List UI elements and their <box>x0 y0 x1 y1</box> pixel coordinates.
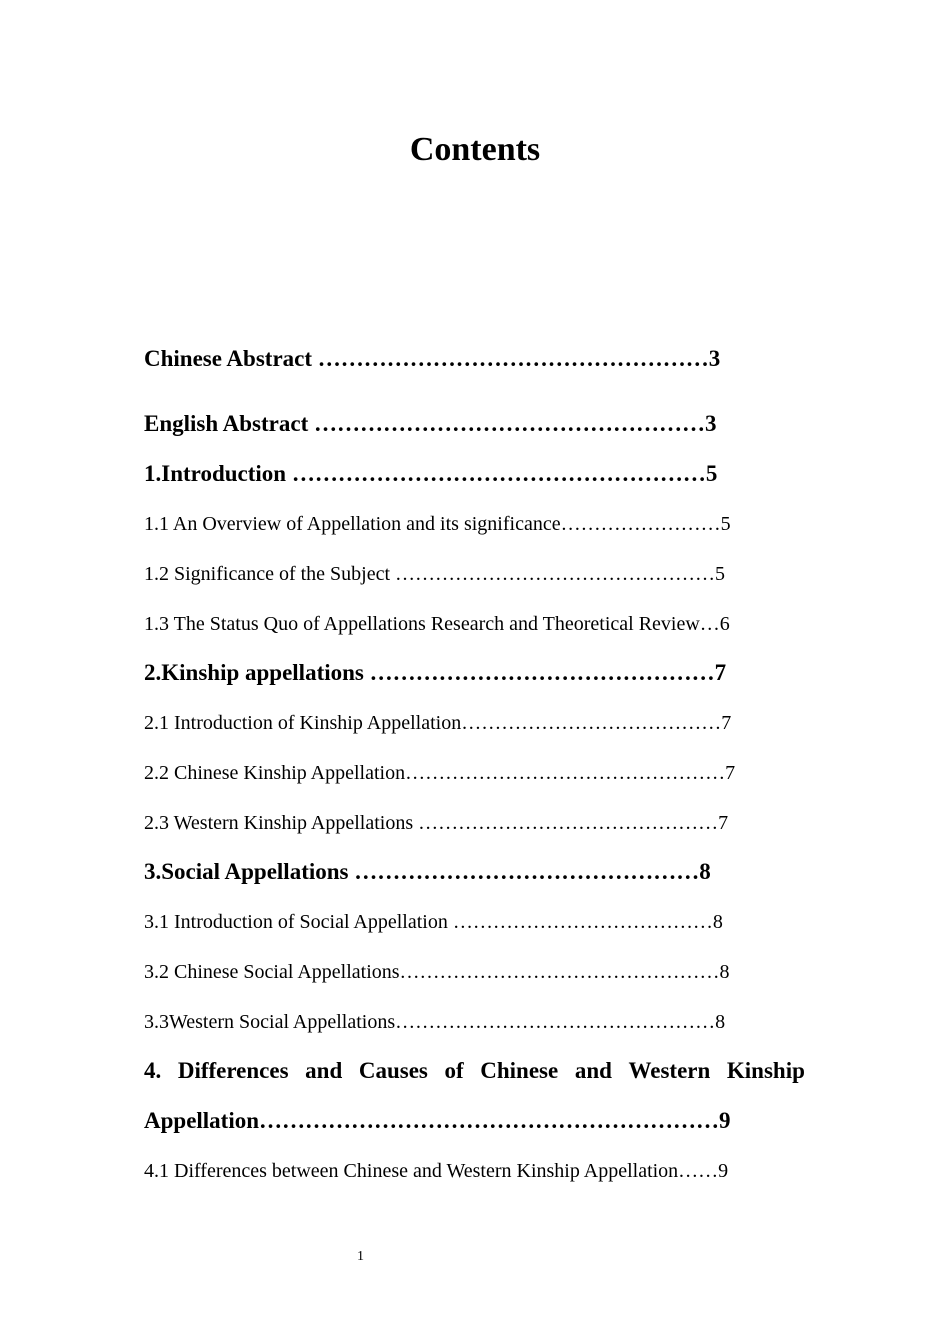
toc-word: and <box>574 1058 612 1083</box>
toc-entry-social-appellations[interactable]: 3.Social Appellations ………………………………………8 <box>144 859 711 884</box>
toc-word: Chinese <box>480 1058 559 1083</box>
toc-entry-2-1[interactable]: 2.1 Introduction of Kinship Appellation…………………………………7 <box>144 712 732 734</box>
toc-entry-2-2[interactable]: 2.2 Chinese Kinship Appellation…………………………………………7 <box>144 762 736 784</box>
page-title: Contents <box>409 131 541 168</box>
toc-word: and <box>305 1058 343 1083</box>
toc-entry-2-3[interactable]: 2.3 Western Kinship Appellations ………………………………………7 <box>144 812 729 834</box>
toc-entry-differences-causes-line1 <box>144 1056 805 1086</box>
page-number: 1 <box>357 1249 364 1264</box>
toc-entry-3-3[interactable]: 3.3Western Social Appellations…………………………………………8 <box>144 1011 726 1033</box>
toc-entry-1-2[interactable]: 1.2 Significance of the Subject …………………………………………5 <box>144 563 726 585</box>
toc-word: Western <box>628 1058 711 1083</box>
toc-word: Differences <box>177 1058 289 1083</box>
toc-entry-chinese-abstract[interactable]: Chinese Abstract ……………………………………………3 <box>144 346 721 371</box>
toc-entry-1-3[interactable]: 1.3 The Status Quo of Appellations Research and Theoretical Review…6 <box>144 613 730 635</box>
toc-entry-kinship-appellations[interactable]: 2.Kinship appellations ………………………………………7 <box>144 660 727 685</box>
toc-entry-3-1[interactable]: 3.1 Introduction of Social Appellation …………………………………8 <box>144 911 723 933</box>
toc-entry-1-1[interactable]: 1.1 An Overview of Appellation and its significance……………………5 <box>144 513 731 535</box>
toc-entry-3-2[interactable]: 3.2 Chinese Social Appellations…………………………………………8 <box>144 961 730 983</box>
toc-entry-4-1[interactable]: 4.1 Differences between Chinese and Western Kinship Appellation……9 <box>144 1160 729 1182</box>
toc-word: Causes <box>358 1058 428 1083</box>
toc-entry-introduction[interactable]: 1.Introduction ………………………………………………5 <box>144 461 718 486</box>
toc-word: Kinship <box>726 1058 805 1083</box>
toc-word: of <box>444 1058 464 1083</box>
toc-word: 4. <box>144 1058 162 1083</box>
toc-entry-differences-causes-line2: Appellation……………………………………………………9 <box>144 1108 731 1133</box>
toc-entry-differences-causes[interactable] <box>144 1056 805 1136</box>
toc-entry-english-abstract[interactable]: English Abstract ……………………………………………3 <box>144 411 717 436</box>
